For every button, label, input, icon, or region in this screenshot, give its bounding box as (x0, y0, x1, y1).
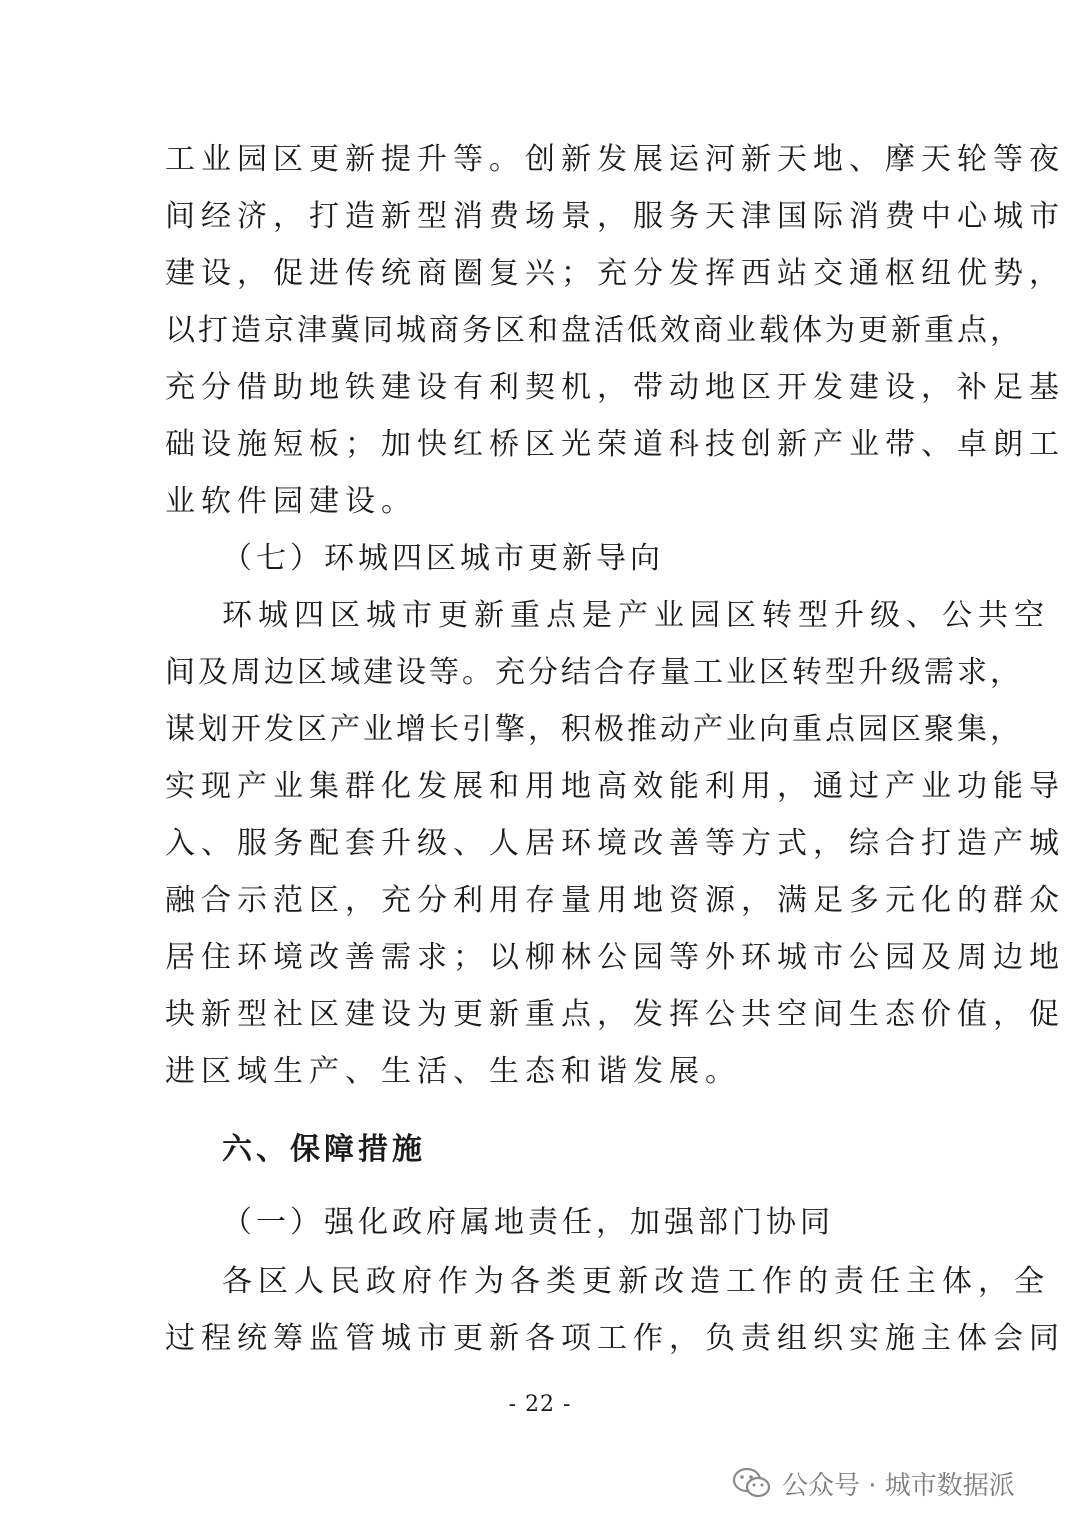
text-line: 融合示范区，充分利用存量用地资源，满足多元化的群众 (165, 883, 1065, 918)
watermark (732, 1463, 1015, 1503)
text-line: 工业园区更新提升等。创新发展运河新天地、摩天轮等夜 (165, 142, 1065, 177)
text-line: 实现产业集群化发展和用地高效能利用，通过产业功能导 (165, 769, 1065, 804)
text-line: 入、服务配套升级、人居环境改善等方式，综合打造产城 (165, 826, 1065, 861)
text-line: 以打造京津冀同城商务区和盘活低效商业载体为更新重点， (165, 313, 1023, 348)
text-line: 业软件园建设。 (165, 484, 417, 519)
section-heading: 六、保障措施 (222, 1132, 426, 1167)
text-line: 块新型社区建设为更新重点，发挥公共空间生态价值，促 (165, 997, 1065, 1032)
text-line: 居住环境改善需求；以柳林公园等外环城市公园及周边地 (165, 940, 1065, 975)
text-line: 进区域生产、生活、生态和谐发展。 (165, 1054, 741, 1089)
text-line: 间经济，打造新型消费场景，服务天津国际消费中心城市 (165, 199, 1065, 234)
subsection-heading: （一）强化政府属地责任，加强部门协同 (222, 1205, 834, 1240)
wechat-icon (732, 1466, 772, 1500)
text-line: 建设，促进传统商圈复兴；充分发挥西站交通枢纽优势， (165, 256, 1065, 291)
text-line: 间及周边区域建设等。充分结合存量工业区转型升级需求， (165, 655, 1023, 690)
subsection-heading: （七）环城四区城市更新导向 (222, 541, 664, 576)
page-number: - 22 - (508, 1392, 572, 1417)
text-line: 各区人民政府作为各类更新改造工作的责任主体，全 (222, 1264, 1050, 1299)
text-line: 谋划开发区产业增长引擎，积极推动产业向重点园区聚集， (165, 712, 1023, 747)
text-line: 过程统筹监管城市更新各项工作，负责组织实施主体会同 (165, 1321, 1065, 1356)
text-line: 充分借助地铁建设有利契机，带动地区开发建设，补足基 (165, 370, 1065, 405)
watermark-text: 公众号 · 城市数据派 (782, 1470, 1015, 1501)
text-line: 环城四区城市更新重点是产业园区转型升级、公共空 (222, 598, 1050, 633)
text-line: 础设施短板；加快红桥区光荣道科技创新产业带、卓朗工 (165, 427, 1065, 462)
